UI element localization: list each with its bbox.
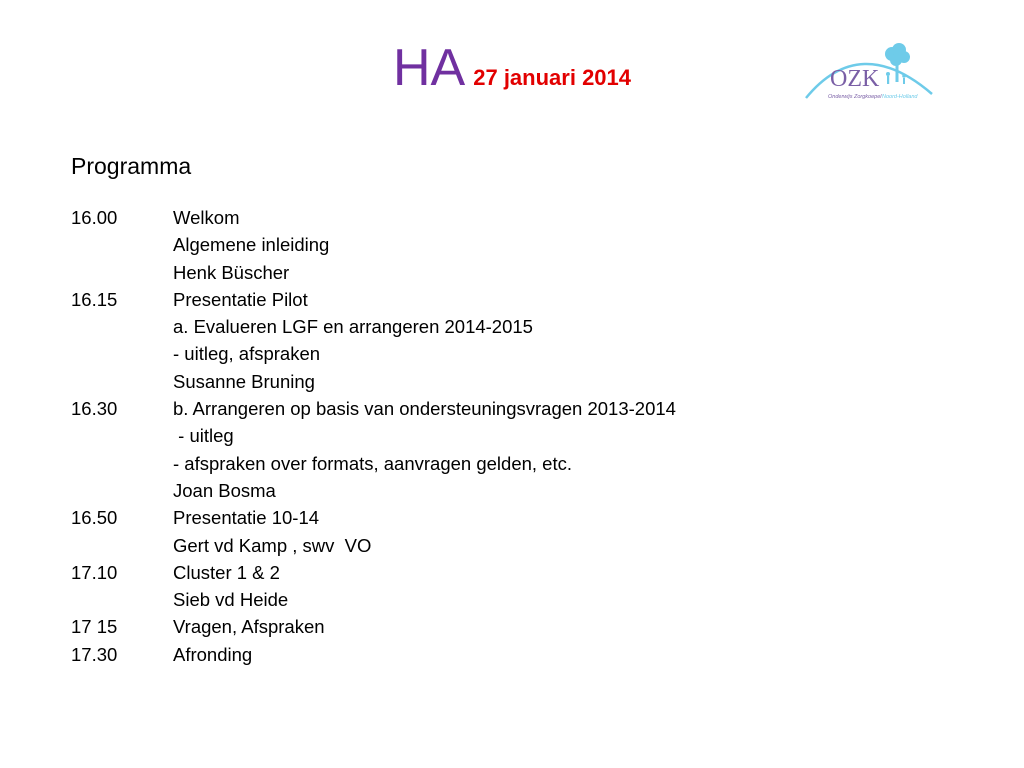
logo-text: OZK (830, 66, 880, 92)
schedule-time (71, 477, 173, 504)
ozk-logo-icon (800, 40, 940, 110)
schedule-item: - afspraken over formats, aanvragen gelden, etc. (173, 452, 572, 474)
schedule-row (71, 450, 676, 477)
schedule-time (71, 231, 173, 258)
schedule-item: Algemene inleiding (173, 234, 330, 256)
schedule-time: 17 15 (71, 616, 118, 638)
schedule-item: Henk Büscher (173, 261, 290, 283)
schedule-time (71, 340, 173, 367)
schedule-time: 17.30 (71, 643, 118, 665)
schedule-row (71, 613, 676, 640)
schedule-row (71, 231, 676, 258)
schedule-item: - uitleg, afspraken (173, 343, 321, 365)
schedule-time: 16.50 (71, 507, 118, 529)
schedule-time: 16.30 (71, 398, 118, 420)
schedule-row (71, 422, 676, 449)
schedule-time (71, 532, 173, 559)
schedule-row (71, 641, 676, 668)
schedule-row (71, 204, 676, 231)
schedule-time: 17.10 (71, 561, 118, 583)
schedule-time: 16.00 (71, 207, 118, 228)
schedule-row (71, 313, 676, 340)
title-main: HA (392, 39, 466, 97)
schedule-row (71, 477, 676, 504)
schedule-row (71, 340, 676, 367)
schedule-item: Welkom (173, 207, 240, 228)
schedule-time (71, 586, 173, 613)
schedule-item: Cluster 1 & 2 (173, 561, 280, 583)
schedule-row (71, 504, 676, 531)
section-heading: Programma (71, 153, 192, 179)
schedule-item: Gert vd Kamp , swv VO (173, 534, 372, 556)
ozk-logo (800, 40, 940, 110)
schedule-item: Sieb vd Heide (173, 589, 289, 611)
schedule-time (71, 313, 173, 340)
schedule-item: Joan Bosma (173, 479, 276, 501)
schedule-time (71, 368, 173, 395)
schedule-list (71, 204, 676, 668)
schedule-row (71, 532, 676, 559)
schedule-item: Presentatie 10-14 (173, 507, 320, 529)
schedule-row (71, 286, 676, 313)
schedule-row (71, 368, 676, 395)
title-date: 27 januari 2014 (473, 65, 632, 90)
schedule-item: Vragen, Afspraken (173, 616, 325, 638)
schedule-item: Afronding (173, 643, 253, 665)
schedule-item: - uitleg (173, 425, 234, 447)
schedule-row (71, 559, 676, 586)
schedule-time (71, 422, 173, 449)
schedule-row (71, 395, 676, 422)
schedule-time (71, 450, 173, 477)
logo-tagline: Onderwijs Zorgkoepel (828, 94, 882, 100)
schedule-time: 16.15 (71, 288, 118, 310)
logo-tagline-sub: Noord-Holland (882, 94, 918, 100)
schedule-item: b. Arrangeren op basis van ondersteuningsvragen 2013-2014 (173, 398, 676, 420)
schedule-row (71, 586, 676, 613)
schedule-item: Presentatie Pilot (173, 288, 308, 310)
schedule-time (71, 259, 173, 286)
schedule-row (71, 259, 676, 286)
schedule-item: a. Evalueren LGF en arrangeren 2014-2015 (173, 316, 533, 338)
schedule-item: Susanne Bruning (173, 370, 315, 392)
